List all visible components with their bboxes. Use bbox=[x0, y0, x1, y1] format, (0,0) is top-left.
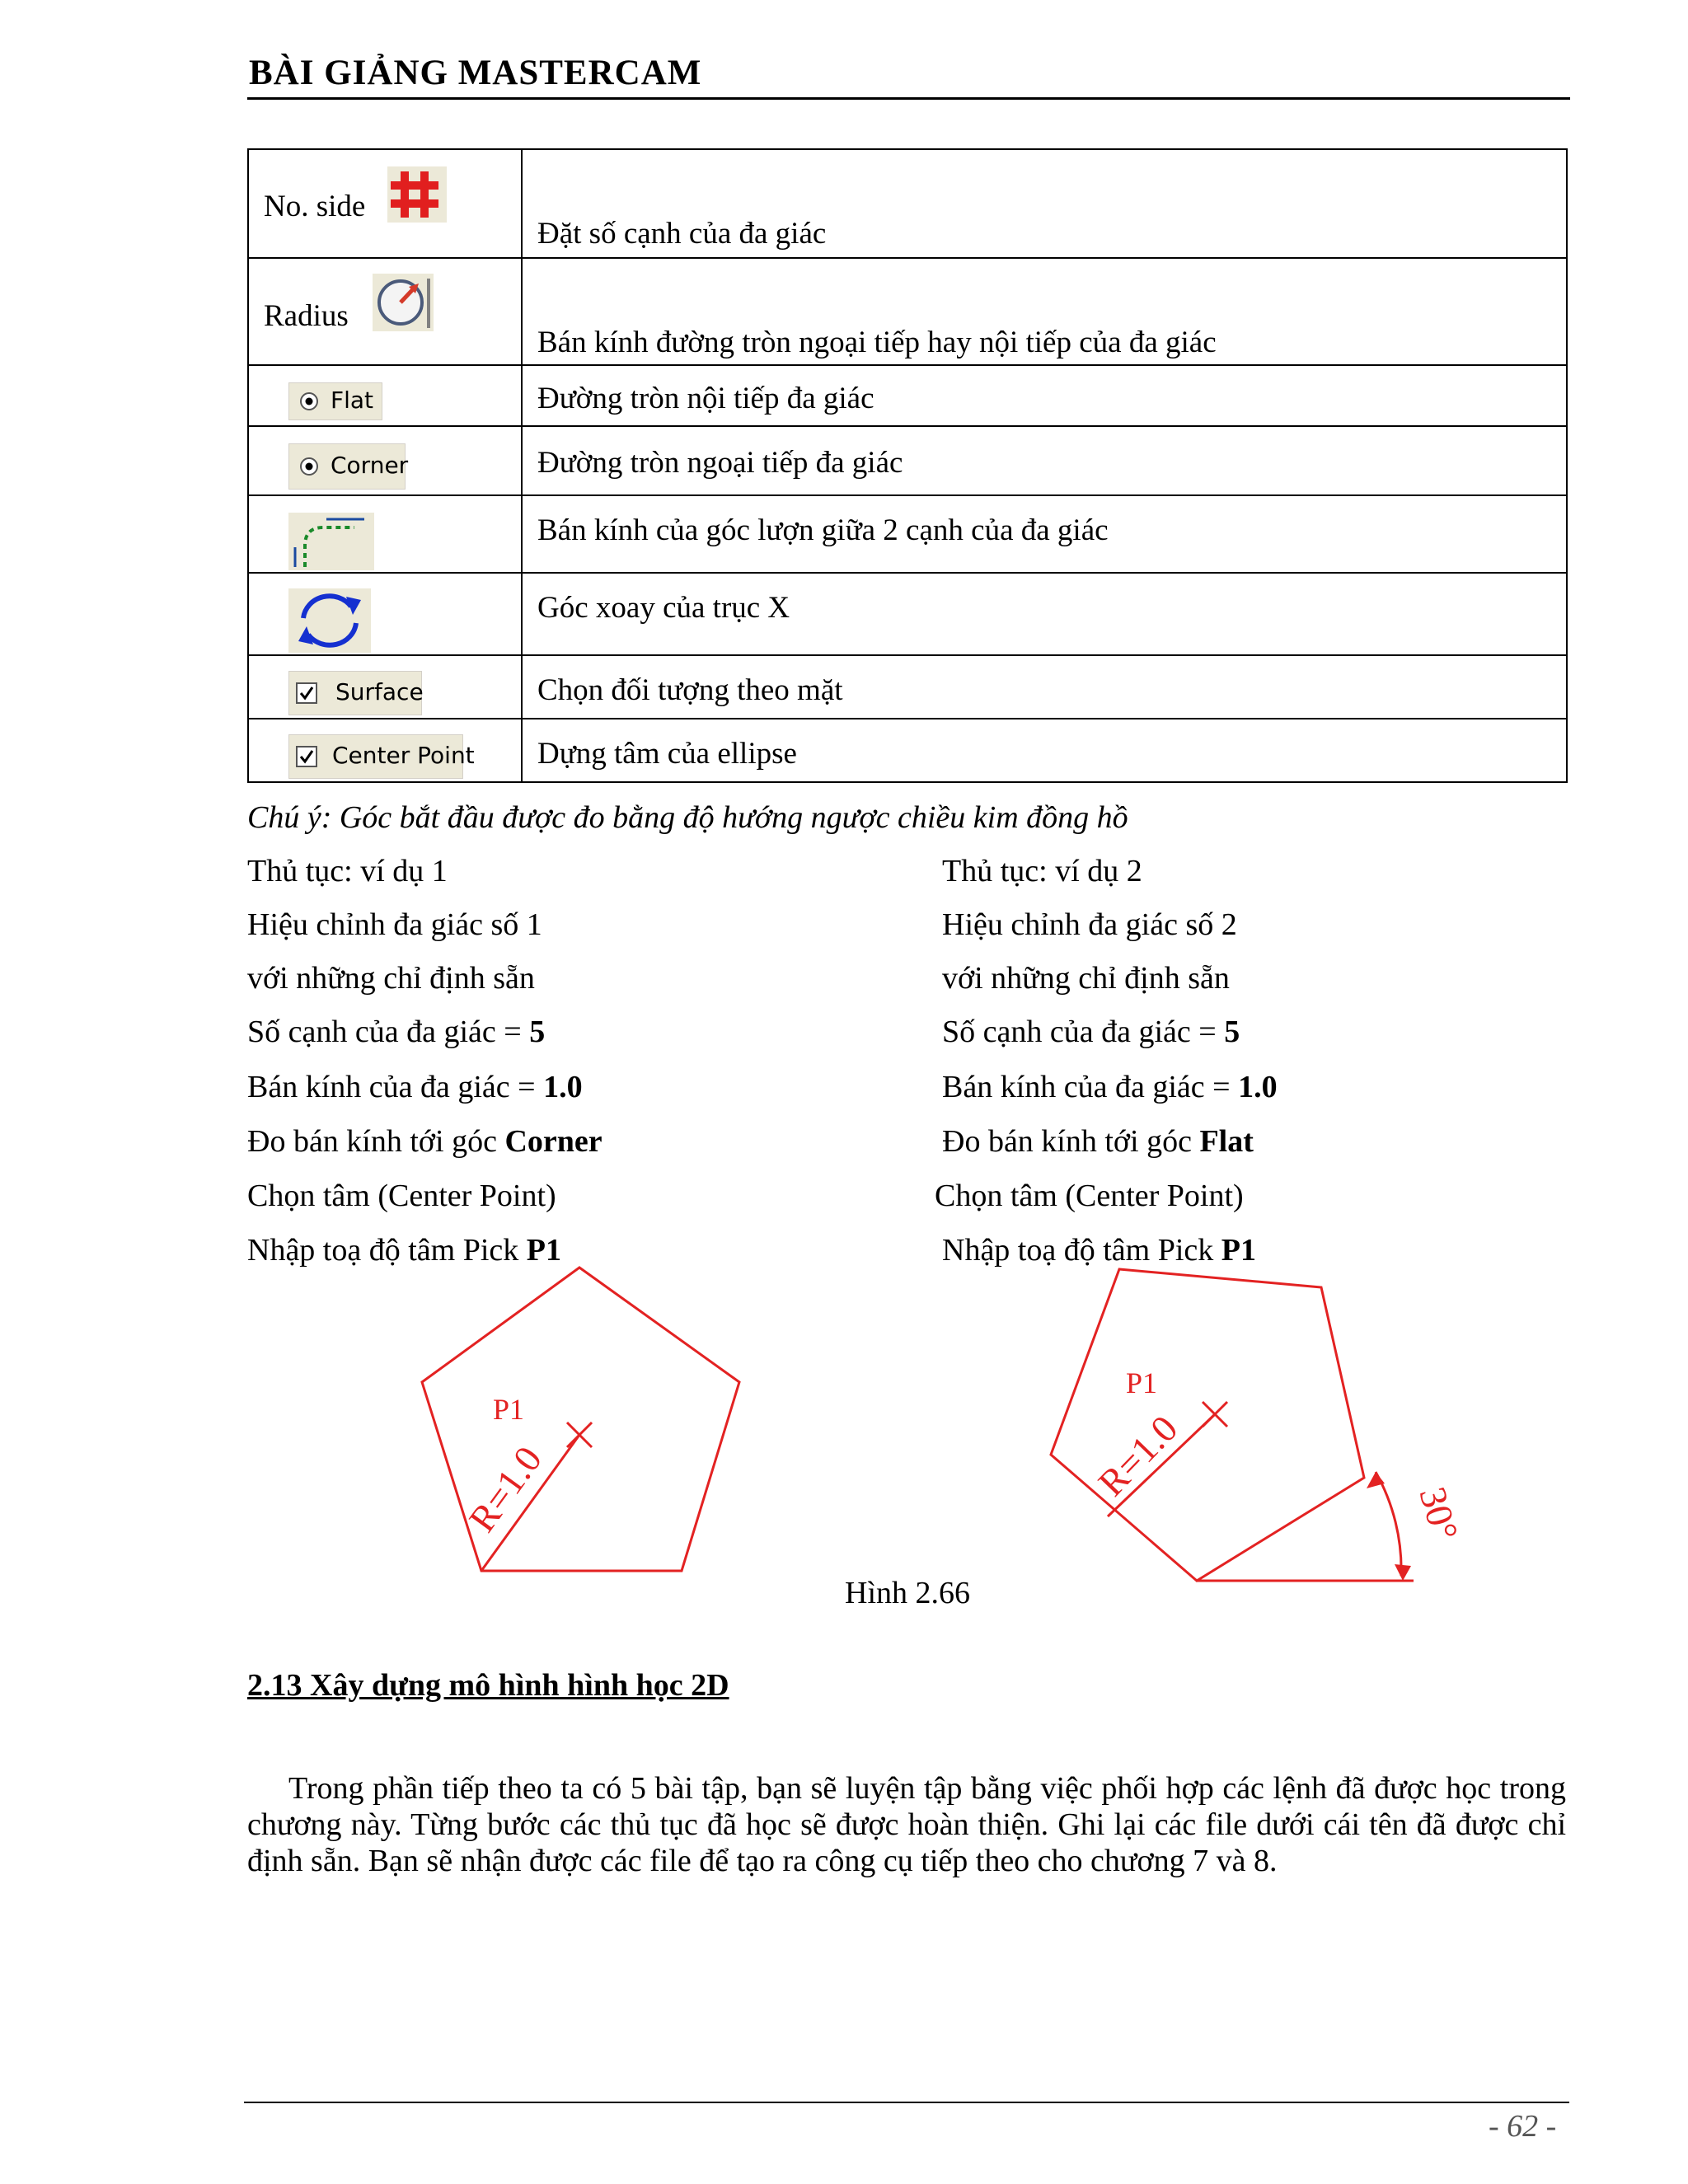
note-text: Chú ý: Góc bắt đầu được đo bằng độ hướng ngược chiều kim đồng hồ bbox=[247, 800, 1128, 835]
right-sides-line: Số cạnh của đa giác = 5 bbox=[942, 1015, 1240, 1049]
radio-label: Flat bbox=[331, 387, 374, 414]
left-pick-line: Nhập toạ độ tâm Pick P1 bbox=[247, 1233, 561, 1268]
right-procedure-line: Hiệu chỉnh đa giác số 2 bbox=[942, 907, 1237, 942]
angle-label: 30° bbox=[1411, 1482, 1467, 1545]
row-description: Chọn đối tượng theo mặt bbox=[537, 673, 843, 707]
right-center-line: Chọn tâm (Center Point) bbox=[935, 1179, 1244, 1213]
left-pentagon bbox=[422, 1268, 739, 1571]
left-procedure-line: với những chỉ định sẵn bbox=[247, 961, 535, 996]
left-radius-line: Bán kính của đa giác = 1.0 bbox=[247, 1070, 583, 1104]
page-number: - 62 - bbox=[1489, 2109, 1557, 2144]
right-procedure-line: với những chỉ định sẵn bbox=[942, 961, 1230, 996]
checkbox-label: Surface bbox=[335, 678, 424, 705]
right-measure-line: Đo bán kính tới góc Flat bbox=[942, 1124, 1254, 1159]
angle-arc bbox=[1376, 1472, 1401, 1576]
row-description: Góc xoay của trục X bbox=[537, 591, 790, 625]
left-measure-line: Đo bán kính tới góc Corner bbox=[247, 1124, 603, 1159]
right-radius-label: R=1.0 bbox=[1090, 1407, 1186, 1504]
left-procedure-line: Hiệu chỉnh đa giác số 1 bbox=[247, 907, 542, 942]
row-label-radius: Radius bbox=[264, 299, 349, 333]
right-procedure-line: Thủ tục: ví dụ 2 bbox=[942, 854, 1142, 888]
row-description: Đặt số cạnh của đa giác bbox=[537, 217, 827, 251]
footer-rule bbox=[244, 2102, 1569, 2103]
right-pick-line: Nhập toạ độ tâm Pick P1 bbox=[942, 1233, 1256, 1268]
row-description: Đường tròn ngoại tiếp đa giác bbox=[537, 446, 903, 480]
right-radius-line: Bán kính của đa giác = 1.0 bbox=[942, 1070, 1278, 1104]
section-heading: 2.13 Xây dựng mô hình hình học 2D bbox=[247, 1668, 729, 1703]
right-pentagon bbox=[1051, 1269, 1364, 1581]
row-description: Đường tròn nội tiếp đa giác bbox=[537, 382, 874, 415]
row-description: Bán kính đường tròn ngoại tiếp hay nội tiếp của đa giác bbox=[537, 326, 1217, 359]
figure-caption: Hình 2.66 bbox=[845, 1576, 970, 1610]
row-description: Bán kính của góc lượn giữa 2 cạnh của đa giác bbox=[537, 513, 1109, 547]
checkbox-label: Center Point bbox=[332, 742, 475, 769]
radio-label: Corner bbox=[331, 452, 409, 479]
right-point-label: P1 bbox=[1126, 1366, 1158, 1399]
left-point-label: P1 bbox=[493, 1393, 525, 1426]
row-description: Dựng tâm của ellipse bbox=[537, 737, 797, 771]
left-sides-line: Số cạnh của đa giác = 5 bbox=[247, 1015, 546, 1049]
right-pentagon-drawing bbox=[1051, 1269, 1466, 1581]
left-procedure-line: Thủ tục: ví dụ 1 bbox=[247, 854, 448, 888]
section-paragraph: Trong phần tiếp theo ta có 5 bài tập, bạn sẽ luyện tập bằng việc phối hợp các lệnh đã được học trong chương này. Từng bước các thủ tục đã học sẽ được hoàn thiện. Ghi lại các file dưới cái tên đã được chỉ định sẵn. Bạn sẽ nhận được các file để tạo ra công cụ tiếp theo cho chương 7 và 8. bbox=[247, 1771, 1566, 1878]
left-pentagon-drawing bbox=[422, 1268, 739, 1571]
left-center-line: Chọn tâm (Center Point) bbox=[247, 1179, 556, 1213]
document-title: BÀI GIẢNG MASTERCAM bbox=[249, 54, 702, 92]
angle-arrow-head bbox=[1395, 1564, 1411, 1581]
left-radius-label: R=1.0 bbox=[460, 1438, 551, 1540]
row-label-no-side: No. side bbox=[264, 190, 366, 223]
